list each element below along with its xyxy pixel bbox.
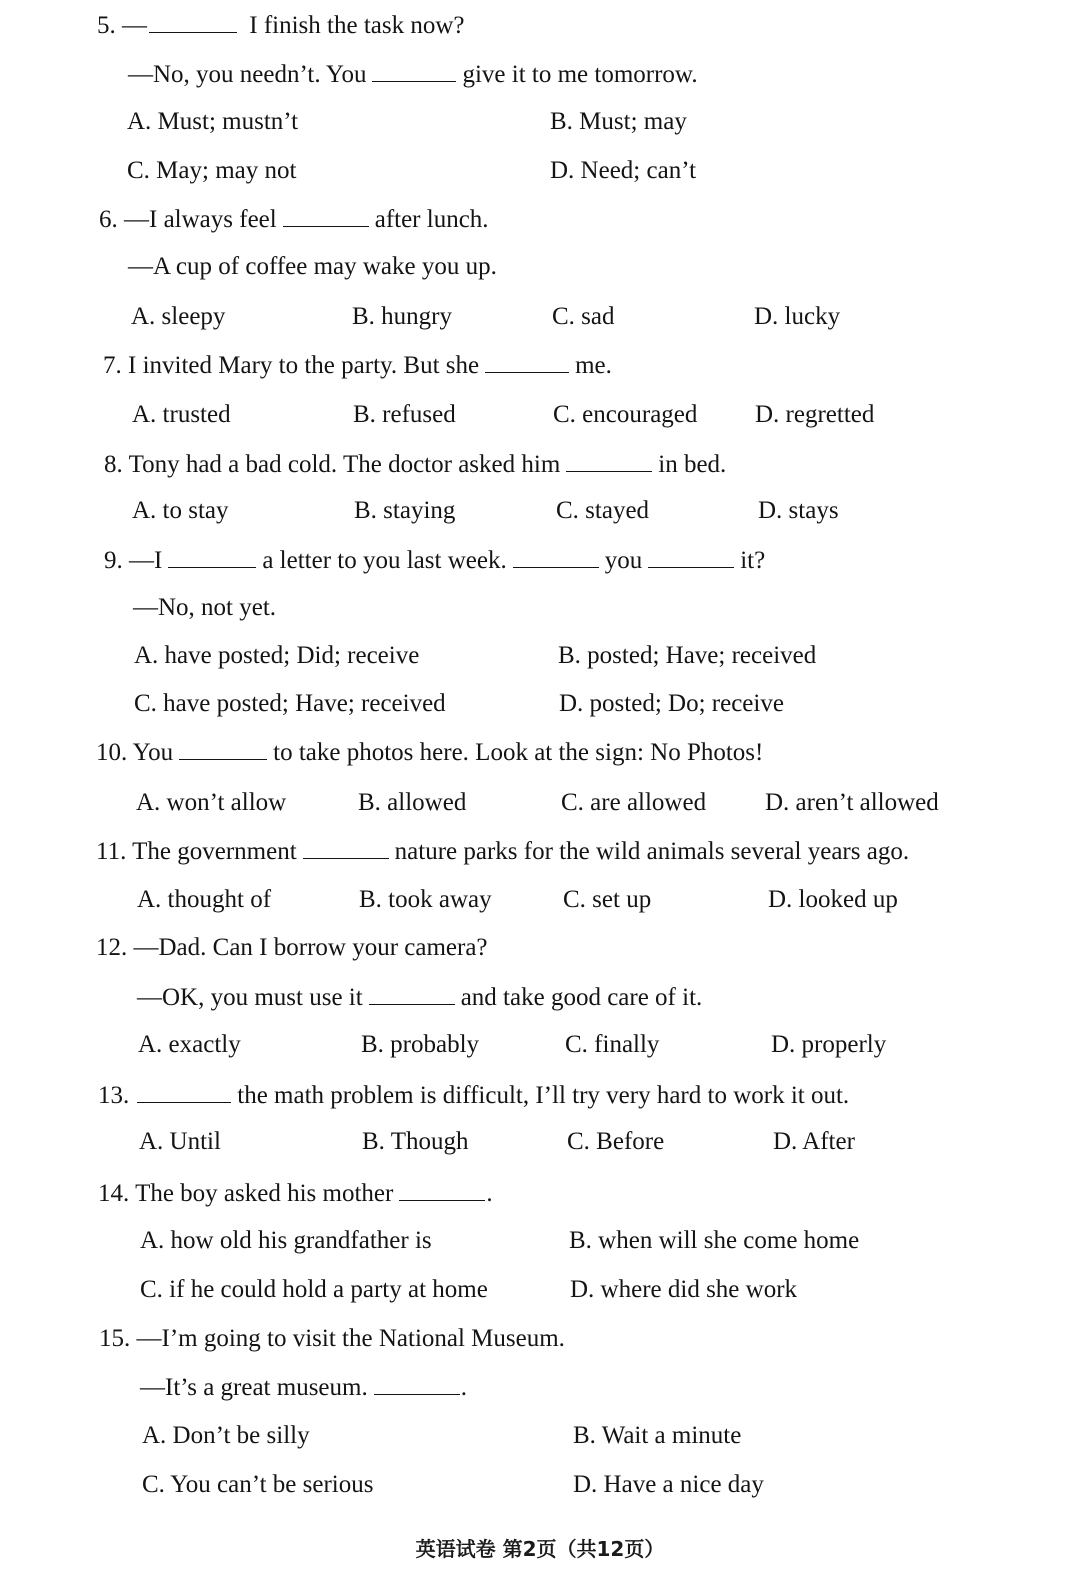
page-footer: 英语试卷 第2页（共12页）: [415, 1537, 665, 1561]
answer-blank: [179, 739, 267, 760]
option-b: B. when will she come home: [569, 1227, 860, 1254]
option-a: A. have posted; Did; receive: [134, 642, 420, 669]
option-b: B. refused: [353, 401, 456, 428]
option-d: D. stays: [758, 497, 839, 524]
answer-blank: [369, 984, 455, 1005]
question-6-reply: —A cup of coffee may wake you up.: [128, 253, 497, 280]
question-7-stem: 7. I invited Mary to the party. But she me.: [103, 352, 612, 379]
question-number: 15.: [99, 1325, 131, 1352]
question-number: 7.: [103, 352, 122, 379]
option-c: C. sad: [552, 303, 615, 330]
option-b: B. allowed: [358, 789, 467, 816]
question-number: 12.: [96, 934, 128, 961]
option-c: C. are allowed: [561, 789, 707, 816]
option-d: D. After: [773, 1128, 855, 1155]
question-11-stem: 11. The government nature parks for the wild animals several years ago.: [96, 838, 910, 865]
option-c: C. You can’t be serious: [142, 1471, 374, 1498]
question-15-reply: —It’s a great museum. .: [140, 1374, 467, 1401]
option-d: D. Need; can’t: [550, 157, 697, 184]
option-a: A. Until: [139, 1128, 221, 1155]
option-a: A. won’t allow: [136, 789, 287, 816]
option-c: C. Before: [567, 1128, 665, 1155]
option-d: D. regretted: [755, 401, 875, 428]
option-b: B. took away: [359, 886, 492, 913]
option-c: C. set up: [563, 886, 652, 913]
option-c: C. stayed: [556, 497, 650, 524]
option-a: A. how old his grandfather is: [140, 1227, 432, 1254]
answer-blank: [485, 352, 569, 373]
answer-blank: [149, 12, 237, 33]
question-number: 5.: [97, 12, 116, 39]
question-13-stem: 13. the math problem is difficult, I’ll try very hard to work it out.: [98, 1082, 850, 1109]
answer-blank: [374, 1374, 460, 1395]
question-5-stem: 5. — I finish the task now?: [97, 12, 465, 39]
question-number: 14.: [98, 1180, 130, 1207]
option-d: D. aren’t allowed: [765, 789, 939, 816]
question-9-stem: 9. —I a letter to you last week. you it?: [104, 547, 766, 574]
question-number: 13.: [98, 1082, 130, 1109]
answer-blank: [283, 206, 369, 227]
question-6-stem: 6. —I always feel after lunch.: [99, 206, 489, 233]
question-number: 6.: [99, 206, 118, 233]
answer-blank: [513, 547, 599, 568]
option-a: A. exactly: [138, 1031, 241, 1058]
option-b: B. Must; may: [550, 108, 687, 135]
answer-blank: [648, 547, 734, 568]
option-b: B. staying: [354, 497, 456, 524]
option-a: A. sleepy: [131, 303, 226, 330]
question-number: 10.: [96, 739, 128, 766]
option-c: C. May; may not: [127, 157, 297, 184]
option-d: D. lucky: [754, 303, 841, 330]
option-d: D. posted; Do; receive: [559, 690, 784, 717]
question-number: 9.: [104, 547, 123, 574]
answer-blank: [372, 61, 456, 82]
option-d: D. looked up: [768, 886, 898, 913]
option-a: A. Don’t be silly: [142, 1422, 310, 1449]
question-14-stem: 14. The boy asked his mother .: [98, 1180, 493, 1207]
option-d: D. where did she work: [570, 1276, 798, 1303]
question-9-reply: —No, not yet.: [133, 594, 277, 621]
option-d: D. properly: [771, 1031, 887, 1058]
question-number: 11.: [96, 838, 127, 865]
option-b: B. posted; Have; received: [558, 642, 817, 669]
answer-blank: [168, 547, 256, 568]
option-a: A. trusted: [132, 401, 231, 428]
option-c: C. if he could hold a party at home: [140, 1276, 488, 1303]
option-a: A. thought of: [137, 886, 272, 913]
option-d: D. Have a nice day: [573, 1471, 764, 1498]
question-15-stem: 15. —I’m going to visit the National Museum.: [99, 1325, 565, 1352]
question-5-reply: —No, you needn’t. You give it to me tomorrow.: [128, 61, 698, 88]
answer-blank: [303, 838, 389, 859]
option-b: B. Wait a minute: [573, 1422, 742, 1449]
option-b: B. Though: [362, 1128, 469, 1155]
option-b: B. probably: [361, 1031, 480, 1058]
option-a: A. Must; mustn’t: [127, 108, 299, 135]
option-c: C. finally: [565, 1031, 660, 1058]
question-number: 8.: [104, 451, 123, 478]
answer-blank: [137, 1082, 231, 1103]
question-8-stem: 8. Tony had a bad cold. The doctor asked him in bed.: [104, 451, 727, 478]
option-a: A. to stay: [132, 497, 229, 524]
question-12-stem: 12. —Dad. Can I borrow your camera?: [96, 934, 488, 961]
question-12-reply: —OK, you must use it and take good care of it.: [137, 984, 703, 1011]
option-c: C. encouraged: [553, 401, 698, 428]
option-b: B. hungry: [352, 303, 452, 330]
answer-blank: [566, 451, 652, 472]
answer-blank: [399, 1180, 485, 1201]
option-c: C. have posted; Have; received: [134, 690, 446, 717]
question-10-stem: 10. You to take photos here. Look at the sign: No Photos!: [96, 739, 764, 766]
